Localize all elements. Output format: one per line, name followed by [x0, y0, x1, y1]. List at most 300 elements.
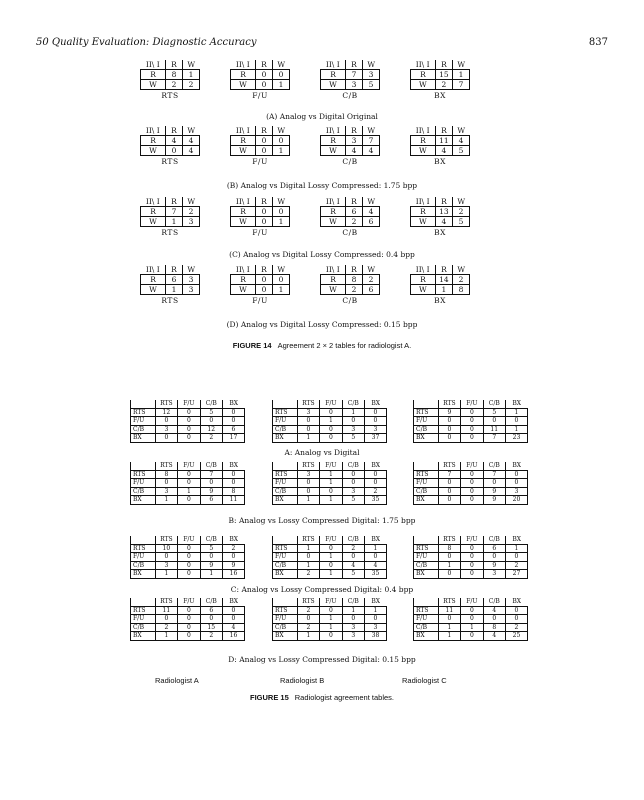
row-label: BX — [414, 434, 439, 443]
header-row — [131, 462, 245, 470]
table-row — [141, 207, 200, 217]
panel-caption: (A) Analog vs Digital Original — [266, 112, 378, 121]
cell-value: 6 — [222, 425, 244, 434]
header-row — [414, 598, 528, 606]
row-label: RTS — [131, 544, 156, 553]
cell-value: 0 — [483, 417, 505, 426]
row-label: W — [231, 217, 256, 227]
matrix-label: RTS — [161, 296, 179, 305]
cell-value: 0 — [200, 553, 222, 562]
cell-value: 5 — [342, 570, 364, 579]
column-header: BX — [222, 536, 244, 544]
column-header: F/U — [320, 400, 342, 408]
column-header: C/B — [200, 598, 222, 606]
cell-value: 0 — [178, 615, 200, 624]
cell-value: 1 — [297, 496, 320, 505]
cell-value: 0 — [178, 434, 200, 443]
column-header: RTS — [438, 598, 461, 606]
cell-value: 0 — [256, 207, 273, 217]
column-header: F/U — [320, 536, 342, 544]
cell-value: 4 — [182, 146, 199, 156]
corner-cell — [414, 400, 439, 408]
radiologist-row-1 — [130, 462, 530, 506]
header-row — [411, 60, 470, 70]
row-label: C/B — [414, 425, 439, 434]
cell-value: 0 — [461, 561, 483, 570]
column-header: C/B — [483, 536, 505, 544]
cell-value: 6 — [166, 275, 183, 285]
row-label: BX — [273, 496, 298, 505]
cell-value: 0 — [297, 615, 320, 624]
matrix-label: C/B — [342, 91, 358, 100]
agreement-row-2 — [140, 197, 470, 239]
cell-value: 11 — [483, 425, 505, 434]
cell-value: 1 — [182, 70, 199, 80]
cell-value: 0 — [320, 487, 342, 496]
corner-cell — [131, 598, 156, 606]
agreement-table-4x4 — [130, 400, 245, 443]
table-row — [131, 553, 245, 562]
cell-value: 1 — [272, 217, 289, 227]
header-row — [231, 126, 290, 136]
cell-value: 0 — [155, 479, 178, 488]
corner-label: II\ I — [321, 60, 346, 70]
row-label: F/U — [414, 615, 439, 624]
agreement-table — [410, 126, 470, 156]
cell-value: 27 — [505, 570, 527, 579]
col-label: W — [272, 197, 289, 207]
cell-value: 0 — [364, 553, 386, 562]
header-row — [414, 536, 528, 544]
cell-value: 0 — [342, 615, 364, 624]
table-row — [414, 544, 528, 553]
row-label: W — [411, 217, 436, 227]
cell-value: 0 — [256, 146, 273, 156]
cell-value: 0 — [256, 136, 273, 146]
cell-value: 2 — [200, 434, 222, 443]
row-label: W — [411, 146, 436, 156]
column-header: BX — [364, 598, 386, 606]
corner-label: II\ I — [321, 265, 346, 275]
table-row — [141, 285, 200, 295]
column-header: BX — [364, 462, 386, 470]
header-row — [231, 197, 290, 207]
table-row — [131, 570, 245, 579]
cell-value: 0 — [461, 544, 483, 553]
cell-value: 0 — [461, 553, 483, 562]
row-label: R — [321, 70, 346, 80]
cell-value: 3 — [182, 217, 199, 227]
cell-value: 0 — [200, 417, 222, 426]
cell-value: 1 — [155, 570, 178, 579]
agreement-table — [410, 197, 470, 227]
cell-value: 9 — [222, 561, 244, 570]
cell-value: 3 — [155, 425, 178, 434]
cell-value: 6 — [362, 285, 379, 295]
table — [413, 536, 528, 579]
row-label: BX — [131, 496, 156, 505]
cell-value: 0 — [178, 606, 200, 615]
cell-value: 1 — [438, 623, 461, 632]
cell-value: 1 — [461, 623, 483, 632]
table-row — [321, 146, 380, 156]
corner-label: II\ I — [411, 265, 436, 275]
table-row — [411, 207, 470, 217]
row-label: R — [231, 136, 256, 146]
panel-caption: B: Analog vs Lossy Compressed Digital: 1.75 bpp — [228, 516, 416, 525]
cell-value: 6 — [346, 207, 363, 217]
cell-value: 0 — [505, 417, 527, 426]
cell-value: 1 — [438, 561, 461, 570]
cell-value: 8 — [222, 487, 244, 496]
cell-value: 0 — [272, 207, 289, 217]
cell-value: 4 — [346, 146, 363, 156]
header-row — [411, 126, 470, 136]
cell-value: 0 — [342, 470, 364, 479]
cell-value: 0 — [297, 417, 320, 426]
agreement-matrix — [410, 60, 470, 100]
cell-value: 0 — [155, 615, 178, 624]
row-label: F/U — [131, 417, 156, 426]
row-label: BX — [131, 570, 156, 579]
agreement-table-4x4 — [413, 598, 528, 641]
table-row — [141, 146, 200, 156]
cell-value: 6 — [362, 217, 379, 227]
column-header: C/B — [483, 462, 505, 470]
column-header: F/U — [461, 536, 483, 544]
table-row — [411, 136, 470, 146]
table-row — [321, 207, 380, 217]
column-header: RTS — [297, 598, 320, 606]
cell-value: 5 — [453, 217, 470, 227]
cell-value: 1 — [320, 553, 342, 562]
cell-value: 37 — [364, 434, 386, 443]
cell-value: 7 — [362, 136, 379, 146]
agreement-table — [140, 60, 200, 90]
column-header: C/B — [342, 536, 364, 544]
corner-label: II\ I — [411, 197, 436, 207]
corner-cell — [414, 462, 439, 470]
row-label: F/U — [273, 479, 298, 488]
row-label: C/B — [273, 487, 298, 496]
row-label: R — [141, 70, 166, 80]
agreement-table — [140, 265, 200, 295]
column-header: RTS — [155, 400, 178, 408]
cell-value: 5 — [342, 434, 364, 443]
cell-value: 0 — [320, 544, 342, 553]
row-label: BX — [131, 632, 156, 641]
table-row — [131, 434, 245, 443]
col-label: R — [346, 265, 363, 275]
agreement-table — [320, 60, 380, 90]
cell-value: 0 — [342, 553, 364, 562]
cell-value: 0 — [461, 417, 483, 426]
cell-value: 7 — [483, 434, 505, 443]
cell-value: 0 — [222, 615, 244, 624]
row-label: W — [411, 285, 436, 295]
table-row — [131, 479, 245, 488]
table-row — [231, 136, 290, 146]
cell-value: 23 — [505, 434, 527, 443]
cell-value: 0 — [438, 553, 461, 562]
cell-value: 5 — [200, 544, 222, 553]
agreement-matrix — [410, 265, 470, 305]
row-label: F/U — [414, 479, 439, 488]
cell-value: 0 — [222, 417, 244, 426]
col-label: W — [182, 60, 199, 70]
row-label: F/U — [273, 417, 298, 426]
table-row — [321, 285, 380, 295]
table-row — [414, 606, 528, 615]
matrix-label: RTS — [161, 228, 179, 237]
col-label: W — [272, 60, 289, 70]
cell-value: 4 — [362, 207, 379, 217]
cell-value: 0 — [438, 496, 461, 505]
table-row — [273, 479, 387, 488]
cell-value: 1 — [364, 606, 386, 615]
table-row — [414, 425, 528, 434]
col-label: R — [346, 60, 363, 70]
row-label: W — [411, 80, 436, 90]
table-row — [414, 561, 528, 570]
cell-value: 11 — [155, 606, 178, 615]
agreement-table — [230, 197, 290, 227]
column-header: BX — [364, 536, 386, 544]
running-header — [36, 37, 608, 51]
cell-value: 0 — [178, 570, 200, 579]
header-row — [273, 536, 387, 544]
table-row — [131, 623, 245, 632]
cell-value: 4 — [435, 146, 452, 156]
cell-value: 1 — [297, 544, 320, 553]
header-row — [141, 265, 200, 275]
cell-value: 4 — [483, 632, 505, 641]
col-label: W — [272, 265, 289, 275]
column-header: BX — [505, 598, 527, 606]
cell-value: 8 — [483, 623, 505, 632]
cell-value: 0 — [364, 470, 386, 479]
table-row — [411, 275, 470, 285]
corner-label: II\ I — [231, 126, 256, 136]
corner-cell — [273, 536, 298, 544]
agreement-matrix — [320, 126, 380, 166]
cell-value: 0 — [178, 408, 200, 417]
row-label: C/B — [131, 561, 156, 570]
table-row — [321, 80, 380, 90]
agreement-table-4x4 — [272, 462, 387, 505]
cell-value: 1 — [435, 285, 452, 295]
table — [413, 462, 528, 505]
table-row — [141, 80, 200, 90]
agreement-row-1 — [140, 126, 470, 168]
col-label: R — [256, 265, 273, 275]
row-label: R — [411, 136, 436, 146]
table-row — [414, 434, 528, 443]
row-label: R — [231, 275, 256, 285]
cell-value: 4 — [182, 136, 199, 146]
cell-value: 1 — [320, 623, 342, 632]
table — [130, 400, 245, 443]
header-row — [321, 265, 380, 275]
cell-value: 0 — [178, 561, 200, 570]
table-row — [231, 80, 290, 90]
agreement-matrix — [230, 60, 290, 100]
corner-label: II\ I — [411, 60, 436, 70]
row-label: R — [141, 136, 166, 146]
cell-value: 12 — [155, 408, 178, 417]
cell-value: 5 — [200, 408, 222, 417]
cell-value: 12 — [200, 425, 222, 434]
column-header: RTS — [297, 536, 320, 544]
cell-value: 0 — [320, 408, 342, 417]
cell-value: 0 — [222, 606, 244, 615]
header-row — [273, 462, 387, 470]
row-label: F/U — [273, 553, 298, 562]
column-header: RTS — [155, 462, 178, 470]
row-label: C/B — [273, 425, 298, 434]
cell-value: 2 — [346, 217, 363, 227]
row-label: W — [231, 80, 256, 90]
cell-value: 2 — [182, 80, 199, 90]
row-label: F/U — [131, 615, 156, 624]
table-row — [131, 425, 245, 434]
header-row — [321, 126, 380, 136]
cell-value: 0 — [461, 434, 483, 443]
row-label: C/B — [414, 623, 439, 632]
row-label: BX — [131, 434, 156, 443]
cell-value: 20 — [505, 496, 527, 505]
corner-cell — [131, 400, 156, 408]
cell-value: 0 — [320, 434, 342, 443]
cell-value: 2 — [453, 275, 470, 285]
cell-value: 7 — [483, 470, 505, 479]
row-label: BX — [273, 570, 298, 579]
table-row — [321, 70, 380, 80]
corner-cell — [273, 598, 298, 606]
cell-value: 0 — [256, 70, 273, 80]
cell-value: 0 — [438, 479, 461, 488]
corner-label: II\ I — [231, 197, 256, 207]
agreement-matrix — [320, 265, 380, 305]
cell-value: 2 — [200, 632, 222, 641]
corner-label: II\ I — [231, 265, 256, 275]
row-label: R — [141, 207, 166, 217]
cell-value: 0 — [483, 479, 505, 488]
matrix-label: F/U — [252, 157, 268, 166]
agreement-table — [140, 126, 200, 156]
cell-value: 1 — [297, 434, 320, 443]
cell-value: 3 — [346, 136, 363, 146]
row-label: RTS — [273, 606, 298, 615]
cell-value: 2 — [297, 606, 320, 615]
cell-value: 2 — [505, 561, 527, 570]
col-label: R — [256, 197, 273, 207]
cell-value: 2 — [166, 80, 183, 90]
cell-value: 3 — [342, 632, 364, 641]
col-label: W — [453, 197, 470, 207]
header-row — [141, 60, 200, 70]
column-header: C/B — [200, 400, 222, 408]
row-label: R — [321, 207, 346, 217]
matrix-label: F/U — [252, 91, 268, 100]
row-label: W — [321, 146, 346, 156]
cell-value: 0 — [461, 496, 483, 505]
table-row — [273, 496, 387, 505]
cell-value: 0 — [272, 136, 289, 146]
row-label: BX — [414, 496, 439, 505]
agreement-matrix — [320, 197, 380, 237]
col-label: W — [362, 126, 379, 136]
cell-value: 0 — [461, 470, 483, 479]
column-header: RTS — [155, 598, 178, 606]
figure-14-title — [0, 341, 644, 350]
row-label: RTS — [273, 408, 298, 417]
cell-value: 25 — [505, 632, 527, 641]
agreement-matrix — [140, 126, 200, 166]
cell-value: 3 — [342, 425, 364, 434]
agreement-matrix — [230, 197, 290, 237]
cell-value: 7 — [453, 80, 470, 90]
cell-value: 3 — [342, 623, 364, 632]
table-row — [411, 217, 470, 227]
table-row — [141, 217, 200, 227]
table-row — [273, 615, 387, 624]
cell-value: 3 — [483, 570, 505, 579]
col-label: R — [256, 126, 273, 136]
header-row — [321, 197, 380, 207]
corner-cell — [131, 536, 156, 544]
cell-value: 0 — [342, 479, 364, 488]
cell-value: 35 — [364, 496, 386, 505]
table-row — [131, 408, 245, 417]
table-row — [321, 136, 380, 146]
cell-value: 0 — [364, 417, 386, 426]
cell-value: 5 — [362, 80, 379, 90]
column-header: RTS — [438, 400, 461, 408]
table-row — [273, 623, 387, 632]
cell-value: 0 — [342, 417, 364, 426]
col-label: R — [435, 197, 452, 207]
cell-value: 4 — [435, 217, 452, 227]
cell-value: 0 — [178, 425, 200, 434]
cell-value: 0 — [461, 632, 483, 641]
cell-value: 8 — [166, 70, 183, 80]
table-row — [131, 496, 245, 505]
column-header: F/U — [461, 462, 483, 470]
table-row — [273, 434, 387, 443]
cell-value: 11 — [438, 606, 461, 615]
figure-14-label: FIGURE 14 — [232, 341, 272, 350]
table-row — [273, 544, 387, 553]
col-label: W — [362, 197, 379, 207]
table-row — [273, 470, 387, 479]
column-header: F/U — [320, 462, 342, 470]
table-row — [131, 615, 245, 624]
col-label: W — [182, 197, 199, 207]
col-label: R — [346, 197, 363, 207]
column-header: RTS — [297, 400, 320, 408]
cell-value: 5 — [483, 408, 505, 417]
table-row — [141, 275, 200, 285]
row-label: RTS — [131, 408, 156, 417]
row-label: RTS — [273, 544, 298, 553]
cell-value: 4 — [222, 623, 244, 632]
col-label: R — [346, 126, 363, 136]
cell-value: 1 — [320, 615, 342, 624]
cell-value: 0 — [256, 217, 273, 227]
cell-value: 0 — [155, 417, 178, 426]
cell-value: 0 — [297, 487, 320, 496]
